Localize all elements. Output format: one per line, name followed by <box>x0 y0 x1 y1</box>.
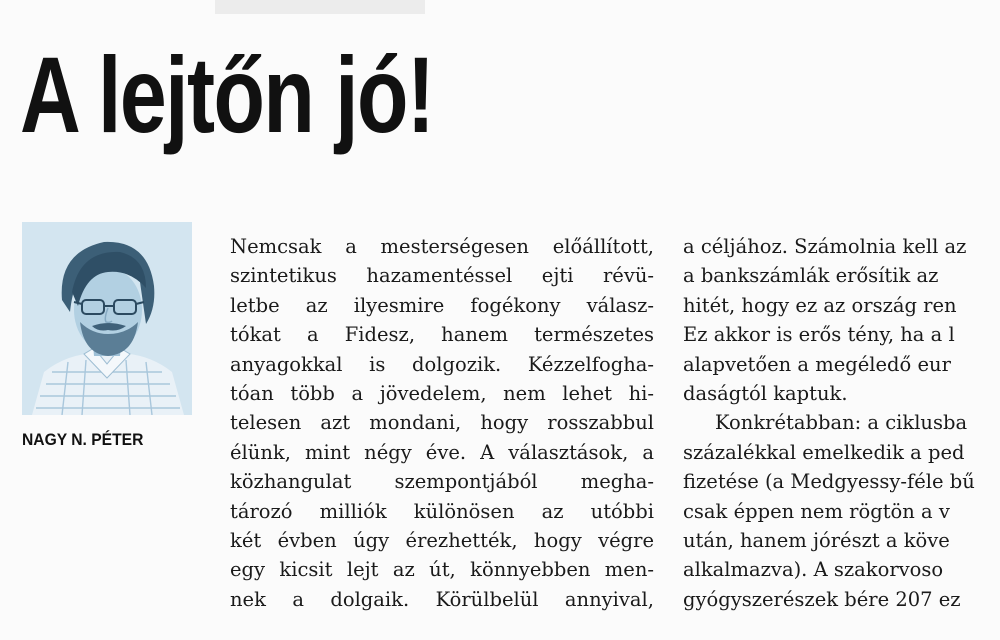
headline: A lejtőn jó! <box>20 34 434 155</box>
text-line: százalékkal emelkedik a ped <box>683 440 965 464</box>
text-line: után, hanem jórészt a köve <box>683 528 950 552</box>
text-line: alkalmazva). A szakorvoso <box>683 558 944 582</box>
text-line: Nemcsak a mesterségesen előállított, <box>230 235 654 258</box>
text-line: közhangulat szempontjából megha- <box>230 470 654 494</box>
text-line: letbe az ilyesmire fogékony válasz- <box>230 293 654 317</box>
text-line: daságtól kaptuk. <box>683 381 848 405</box>
text-line: hitét, hogy ez az ország ren <box>683 293 957 317</box>
text-line: tókat a Fidesz, hanem természetes <box>230 323 654 347</box>
text-line: telesen azt mondani, hogy rosszabbul <box>230 411 654 435</box>
text-line: nek a dolgaik. Körülbelül annyival, <box>230 587 654 611</box>
author-byline: NAGY N. PÉTER <box>22 430 144 449</box>
text-line: Konkrétabban: a ciklusba <box>715 411 968 435</box>
author-photo <box>22 222 192 415</box>
text-line: élünk, mint négy éve. A választások, a <box>230 440 654 464</box>
top-rule <box>215 0 425 14</box>
article-column-2 <box>683 232 1000 614</box>
text-line: anyagokkal is dolgozik. Kézzelfogha- <box>230 352 654 376</box>
text-line: két évben úgy érezhették, hogy végre <box>230 528 654 552</box>
text-line: a bankszámlák erősítik az <box>683 264 939 288</box>
text-line: Ez akkor is erős tény, ha a l <box>683 323 955 347</box>
text-line: szintetikus hazamentéssel ejti révü- <box>230 264 654 288</box>
text-line: alapvetően a megéledő eur <box>683 352 951 376</box>
text-line: tározó milliók különösen az utóbbi <box>230 499 654 523</box>
text-line: a céljához. Számolnia kell az <box>683 235 967 258</box>
text-line: gyógyszerészek bére 207 ez <box>683 587 961 611</box>
text-line: tóan több a jövedelem, nem lehet hi- <box>230 381 654 405</box>
article-column-1 <box>230 232 654 614</box>
text-line: fizetése (a Medgyessy-féle bű <box>683 470 975 494</box>
text-line: egy kicsit lejt az út, könnyebben men- <box>230 558 654 582</box>
text-line: csak éppen nem rögtön a v <box>683 499 950 523</box>
